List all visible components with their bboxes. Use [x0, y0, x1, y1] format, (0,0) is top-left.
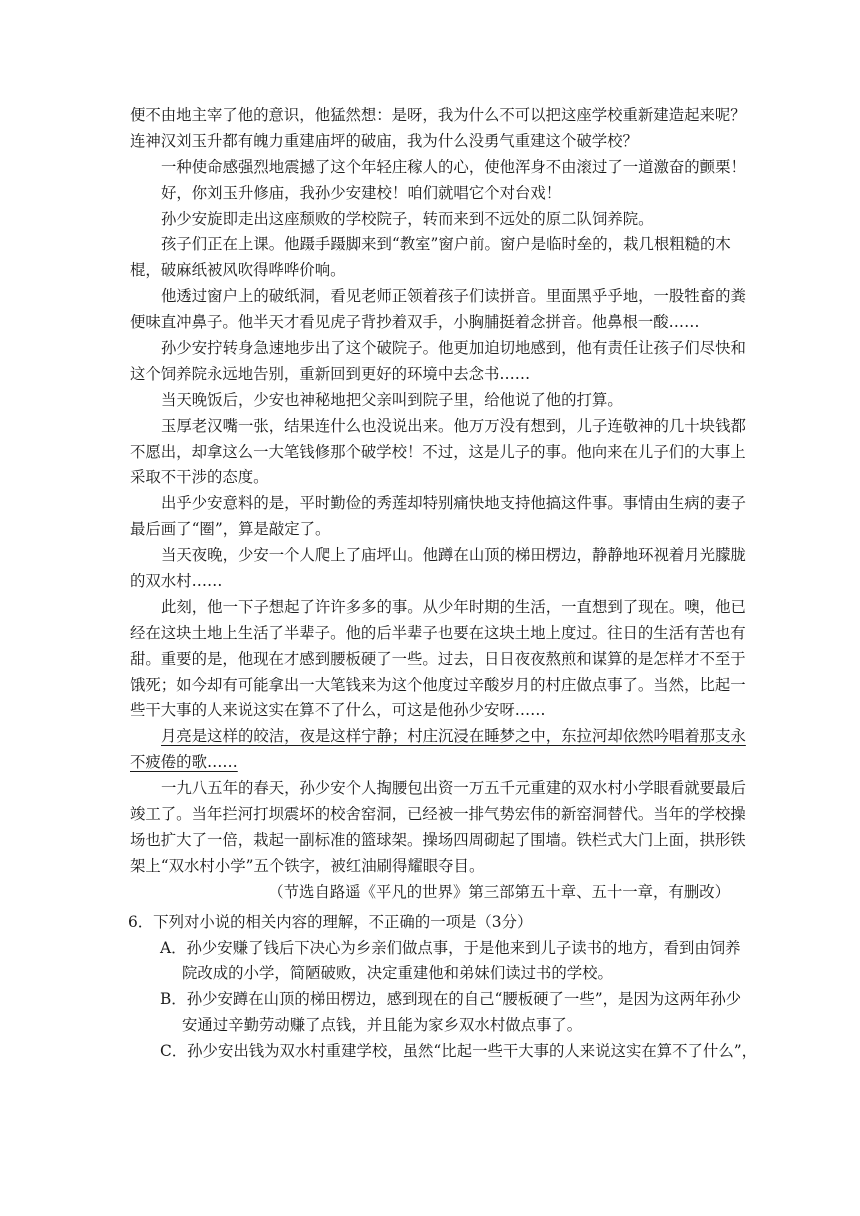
paragraph-9	[130, 414, 746, 492]
text-line: 这个饲养院永远地告别，重新回到更好的环境中去念书……	[130, 364, 531, 383]
text-line: 此刻，他一下子想起了许许多多的事。从少年时期的生活，一直想到了现在。噢，他已	[161, 597, 746, 616]
text-line: 甜。重要的是，他现在才感到腰板硬了一些。过去，日日夜夜熬煎和谋算的是怎样才不至于	[130, 649, 746, 668]
text-line: 一九八五年的春天，孙少安个人掏腰包出资一万五千元重建的双水村小学眼看就要最后	[161, 779, 746, 798]
underlined-text: 月亮是这样的皎洁，夜是这样宁静；村庄沉浸在睡梦之中，东拉河却依然吟唱着那支永	[161, 727, 746, 746]
paragraph-7	[130, 336, 746, 388]
option-line: A．孙少安赚了钱后下决心为乡亲们做点事，于是他来到儿子读书的地方，看到由饲养	[160, 938, 741, 957]
text-line: 经在这块土地上生活了半辈子。他的后半辈子也要在这块土地上度过。往日的生活有苦也有	[130, 623, 746, 642]
question-title: 6．下列对小说的相关内容的理解，不正确的一项是（3分）	[128, 912, 533, 931]
text-line: 些干大事的人来说这实在算不了什么，可这是他孙少安呀……	[130, 701, 546, 720]
paragraph-1	[130, 103, 746, 155]
text-line: 当天夜晚，少安一个人爬上了庙坪山。他蹲在山顶的梯田楞边，静静地环视着月光朦胧	[161, 546, 746, 565]
text-line: 出乎少安意料的是，平时勤俭的秀莲却特别痛快地支持他搞这件事。事情由生病的妻子	[161, 494, 746, 513]
source-citation: （节选自路遥《平凡的世界》第三部第五十章、五十一章，有删改）	[268, 882, 730, 901]
option-c	[130, 1039, 757, 1065]
text-line: 孙少安旋即走出这座颓败的学校院子，转而来到不远处的原二队饲养院。	[161, 209, 654, 228]
option-line: B．孙少安蹲在山顶的梯田楞边，感到现在的自己“腰板硬了一些”，是因为这两年孙少	[160, 990, 742, 1009]
text-line: 孙少安拧转身急速地步出了这个破院子。他更加迫切地感到，他有责任让孩子们尽快和	[161, 339, 746, 358]
underlined-text: 不疲倦的歌……	[130, 753, 238, 772]
paragraph-3	[130, 181, 730, 207]
text-line: 采取不干涉的态度。	[130, 468, 269, 487]
text-line: 最后画了“圈”，算是敲定了。	[130, 520, 331, 539]
paragraph-10	[130, 491, 746, 543]
paragraph-5	[130, 232, 730, 284]
paragraph-4	[130, 207, 730, 233]
document-page	[128, 103, 757, 1065]
text-line: 连神汉刘玉升都有魄力重建庙坪的破庙，我为什么没勇气重建这个破学校？	[130, 131, 638, 150]
text-line: 饿死；如今却有可能拿出一大笔钱来为这个他度过辛酸岁月的村庄做点事了。当然，比起一	[130, 675, 746, 694]
paragraph-11	[130, 543, 746, 595]
paragraph-13-underlined	[130, 724, 746, 776]
text-line: 玉厚老汉嘴一张，结果连什么也没说出来。他万万没有想到，儿子连敬神的几十块钱都	[161, 416, 746, 435]
text-line: 便味直冲鼻子。他半天才看见虎子背抄着双手，小胸脯挺着念拼音。他鼻根一酸……	[130, 313, 700, 332]
text-line: 棍，破麻纸被风吹得哗哗价响。	[130, 261, 346, 280]
text-line	[130, 750, 730, 776]
paragraph-2	[130, 155, 746, 181]
text-line: 便不由地主宰了他的意识，他猛然想：是呀，我为什么不可以把这座学校重新建造起来呢？	[130, 106, 746, 124]
text-line: 他透过窗户上的破纸洞，看见老师正领着孩子们读拼音。里面黑乎乎地，一股牲畜的粪	[161, 287, 746, 306]
text-line: 不愿出，却拿这么一大笔钱修那个破学校！不过，这是儿子的事。他向来在儿子们的大事上	[130, 442, 746, 461]
option-line: 安通过辛勤劳动赚了点钱，并且能为家乡双水村做点事了。	[182, 1016, 583, 1035]
paragraph-12	[130, 595, 746, 724]
text-line: 当天晚饭后，少安也神秘地把父亲叫到院子里，给他说了他的打算。	[161, 390, 623, 409]
option-a	[130, 936, 741, 988]
text-line: 孩子们正在上课。他蹑手蹑脚来到“教室”窗户前。窗户是临时垒的，栽几根粗糙的木	[161, 235, 731, 254]
paragraph-8	[130, 388, 730, 414]
option-b	[130, 987, 742, 1039]
text-line: 场也扩大了一倍，栽起一副标准的篮球架。操场四周砌起了围墙。铁栏式大门上面，拱形铁	[130, 830, 746, 849]
option-line: C．孙少安出钱为双水村重建学校，虽然“比起一些干大事的人来说这实在算不了什么”，	[160, 1042, 757, 1061]
text-line: 竣工了。当年拦河打坝震坏的校舍窑洞，已经被一排气势宏伟的新窑洞替代。当年的学校操	[130, 805, 746, 824]
text-line: 的双水村……	[130, 572, 223, 591]
text-line	[130, 724, 746, 750]
option-line: 院改成的小学，简陋破败，决定重建他和弟妹们读过书的学校。	[182, 964, 613, 983]
paragraph-14	[130, 776, 746, 880]
paragraph-6	[130, 284, 746, 336]
text-line: 好，你刘玉升修庙，我孙少安建校！咱们就唱它个对台戏！	[161, 183, 562, 202]
text-line: 架上“双水村小学”五个铁字，被红油刷得耀眼夺目。	[130, 856, 485, 875]
text-line: 一种使命感强烈地震撼了这个年轻庄稼人的心，使他浑身不由滚过了一道激奋的颤栗！	[161, 157, 746, 176]
